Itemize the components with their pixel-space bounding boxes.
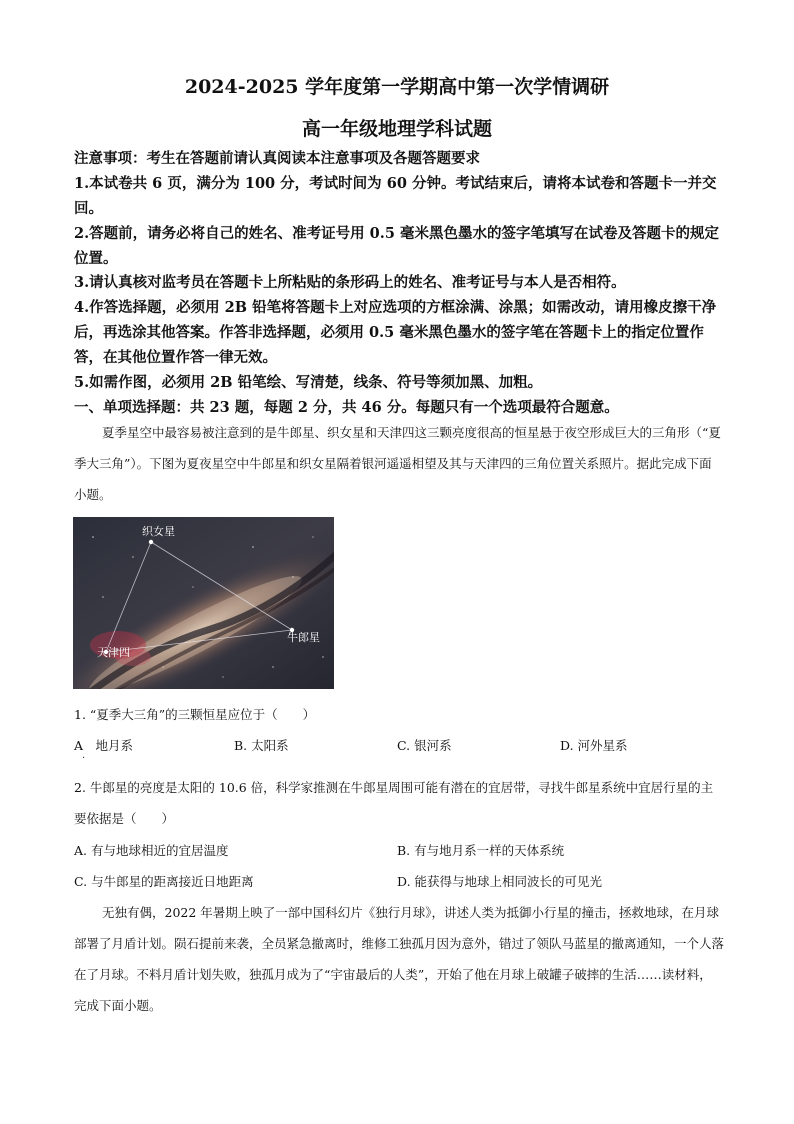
question-1-stem: 1. “夏季大三角”的三颗恒星应位于（ ） <box>74 707 316 722</box>
question-2-option-c: C. 与牛郎星的距离接近日地距离 <box>74 874 254 889</box>
exam-title: 2024-2025 学年度第一学期高中第一次学情调研 <box>184 76 610 98</box>
exam-subtitle: 高一年级地理学科试题 <box>301 118 492 140</box>
notice-heading: 注意事项：考生在答题前请认真阅读本注意事项及各题答题要求 <box>74 150 480 167</box>
star-label-vega: 织女星 <box>142 525 175 538</box>
passage-lonely-moon: 无独有偶，2022 年暑期上映了一部中国科幻片《独行月球》，讲述人类为抵御小行星的撞击，拯救地球，在月球部署了月盾计划。陨石提前来袭，全员紧急撤离时，维修工独孤月因为意外，错过了领队马蓝星的撤离通知，一个人落在了月球。不料月盾计划失败，独孤月成为了“宇宙最后的人类”，开始了他在月球上破罐子破摔的生活……读材料，完成下面小题。 <box>74 905 725 1013</box>
star-label-altair: 牛郎星 <box>287 631 320 644</box>
notice-item-3: 3.请认真核对监考员在答题卡上所粘贴的条形码上的姓名、准考证号与本人是否相符。 <box>74 274 626 291</box>
question-2-option-b: B. 有与地月系一样的天体系统 <box>397 843 565 858</box>
starry-sky-photo <box>73 517 334 689</box>
notice-item-2: 2.答题前，请务必将自己的姓名、准考证号用 0.5 毫米黑色墨水的签字笔填写在试卷及答题卡的规定位置。 <box>74 225 719 267</box>
notice-item-1: 1.本试卷共 6 页，满分为 100 分，考试时间为 60 分钟。考试结束后，请将本试卷和答题卡一并交回。 <box>74 175 717 217</box>
question-1-option-a: A 地月系 <box>74 738 134 753</box>
question-1-option-d: D. 河外星系 <box>560 738 628 753</box>
notice-item-5: 5.如需作图，必须用 2B 铅笔绘、写清楚，线条、符号等须加黑、加粗。 <box>74 374 543 391</box>
stray-dot: · <box>82 753 86 764</box>
question-2-option-d: D. 能获得与地球上相同波长的可见光 <box>397 874 603 889</box>
question-2-stem: 2. 牛郎星的亮度是太阳的 10.6 倍，科学家推测在牛郎星周围可能有潜在的宜居带，寻找牛郎星系统中宜居行星的主要依据是（ ） <box>74 780 714 826</box>
question-1-option-b: B. 太阳系 <box>234 738 289 753</box>
question-2-option-a: A. 有与地球相近的宜居温度 <box>74 843 229 858</box>
star-label-deneb: 天津四 <box>97 646 130 659</box>
passage-summer-triangle: 夏季星空中最容易被注意到的是牛郎星、织女星和天津四这三颗亮度很高的恒星悬于夜空形成巨大的三角形（“夏季大三角”）。下图为夏夜星空中牛郎星和织女星隔着银河遥遥相望及其与天津四的三角位置关系照片。据此完成下面小题。 <box>74 425 721 502</box>
question-1-option-c: C. 银河系 <box>397 738 452 753</box>
notice-item-4: 4.作答选择题，必须用 2B 铅笔将答题卡上对应选项的方框涂满、涂黑；如需改动，请用橡皮擦干净后，再选涂其他答案。作答非选择题，必须用 0.5 毫米黑色墨水的签字笔在答题卡上的指定位置作答，在其他位置作答一律无效。 <box>74 299 717 366</box>
section-heading: 一、单项选择题：共 23 题，每题 2 分，共 46 分。每题只有一个选项最符合题意。 <box>74 399 619 416</box>
